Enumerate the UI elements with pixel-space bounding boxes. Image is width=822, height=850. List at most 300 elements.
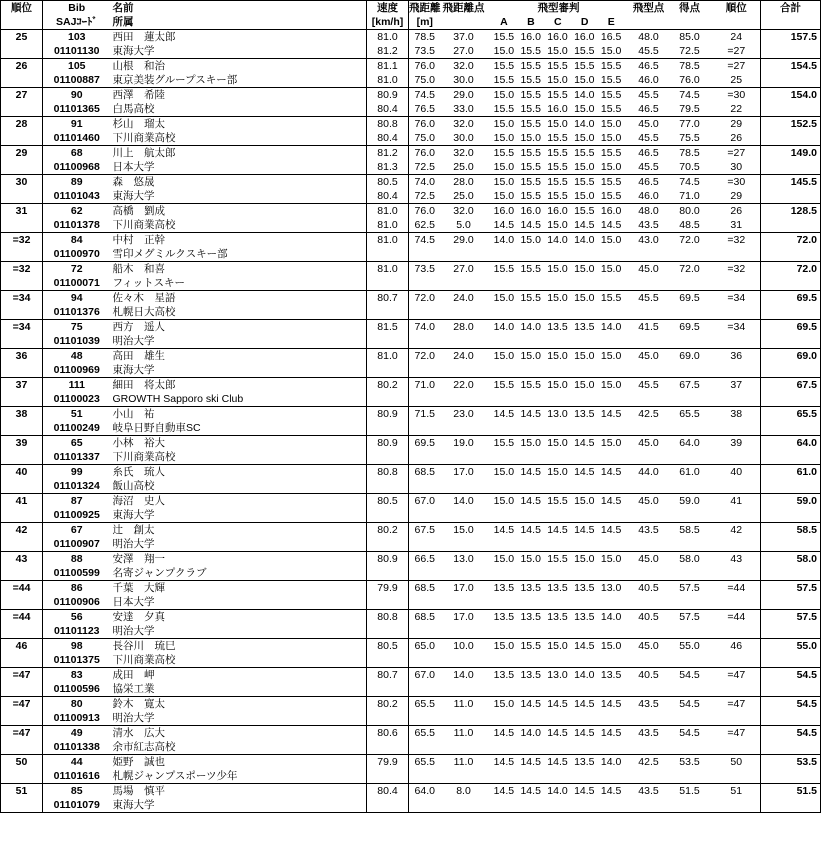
judge-score: 16.0	[520, 205, 541, 217]
speed-cell: 81.0	[367, 349, 409, 364]
judge-score: 15.0	[600, 45, 622, 57]
speed-cell: 81.2	[367, 44, 409, 59]
judge-score: 14.5	[600, 524, 622, 536]
round-rank-cell	[713, 769, 761, 784]
speed-cell	[367, 305, 409, 320]
athlete-row-second-line	[1, 189, 821, 204]
athlete-name: 中村 正幹	[111, 233, 367, 248]
speed-cell	[367, 740, 409, 755]
distance-cell: 65.5	[409, 726, 441, 741]
round-rank-cell	[713, 798, 761, 813]
rank-cell: =44	[1, 610, 43, 625]
saj-code-cell: 01101378	[43, 218, 111, 233]
distance-points-cell: 17.0	[441, 581, 487, 596]
saj-code-cell: 01100906	[43, 595, 111, 610]
saj-code-cell: 01100887	[43, 73, 111, 88]
judge-score: 15.5	[547, 176, 568, 188]
total-cell: 157.5	[761, 30, 821, 45]
score-cell	[667, 247, 713, 262]
judges-cell	[487, 769, 631, 784]
judge-score: 16.5	[600, 31, 622, 43]
athlete-row-second-line	[1, 740, 821, 755]
athlete-row	[1, 204, 821, 219]
round-rank-cell	[713, 450, 761, 465]
score-cell: 67.5	[667, 378, 713, 393]
saj-code-cell: 01101365	[43, 102, 111, 117]
distance-points-cell	[441, 276, 487, 291]
judge-score: 15.5	[547, 161, 568, 173]
athlete-team: 札幌ジャンプスポーツ少年	[111, 769, 367, 784]
judges-cell	[487, 610, 631, 625]
score-cell: 58.0	[667, 552, 713, 567]
athlete-name: 西澤 希陸	[111, 88, 367, 103]
speed-cell	[367, 363, 409, 378]
judges-cell	[487, 784, 631, 799]
judge-score: 14.0	[547, 234, 568, 246]
speed-cell: 80.9	[367, 436, 409, 451]
round-rank-cell	[713, 711, 761, 726]
athlete-name: 佐々木 星語	[111, 291, 367, 306]
speed-cell: 80.2	[367, 523, 409, 538]
judge-score: 15.0	[574, 190, 595, 202]
athlete-team: 日本大学	[111, 160, 367, 175]
rank-cell: 30	[1, 175, 43, 190]
judge-score: 15.0	[547, 437, 568, 449]
distance-points-cell: 23.0	[441, 407, 487, 422]
distance-cell: 62.5	[409, 218, 441, 233]
style-points-cell	[631, 276, 667, 291]
round-rank-cell: 38	[713, 407, 761, 422]
judge-score: 14.5	[520, 466, 541, 478]
distance-cell: 67.0	[409, 668, 441, 683]
score-cell	[667, 740, 713, 755]
speed-cell: 81.3	[367, 160, 409, 175]
athlete-row-second-line	[1, 421, 821, 436]
speed-cell: 81.0	[367, 30, 409, 45]
round-rank-cell: =47	[713, 697, 761, 712]
round-rank-cell: =47	[713, 726, 761, 741]
total-cell: 51.5	[761, 784, 821, 799]
score-cell	[667, 305, 713, 320]
athlete-name: 安澤 翔一	[111, 552, 367, 567]
total-cell: 69.5	[761, 291, 821, 306]
distance-cell	[409, 305, 441, 320]
judges-cell	[487, 624, 631, 639]
athlete-row-second-line	[1, 218, 821, 233]
style-points-cell	[631, 682, 667, 697]
judges-cell	[487, 378, 631, 393]
judge-score: 14.5	[574, 640, 595, 652]
distance-points-cell	[441, 305, 487, 320]
distance-cell: 67.5	[409, 523, 441, 538]
total-cell: 54.5	[761, 697, 821, 712]
judge-score: 14.5	[574, 727, 595, 739]
style-points-cell: 45.0	[631, 349, 667, 364]
judge-score: 15.5	[520, 263, 541, 275]
round-rank-cell: 22	[713, 102, 761, 117]
judge-score: 14.5	[493, 727, 515, 739]
speed-cell: 80.6	[367, 726, 409, 741]
round-rank-cell: 42	[713, 523, 761, 538]
judge-score: 15.0	[600, 553, 622, 565]
distance-cell	[409, 508, 441, 523]
judges-cell	[487, 160, 631, 175]
speed-cell: 80.9	[367, 88, 409, 103]
distance-points-cell	[441, 537, 487, 552]
score-cell: 69.0	[667, 349, 713, 364]
judge-score: 14.5	[600, 785, 622, 797]
bib-cell: 94	[43, 291, 111, 306]
athlete-team: 余市紅志高校	[111, 740, 367, 755]
athlete-name: 姫野 誠也	[111, 755, 367, 770]
judges-cell	[487, 102, 631, 117]
judge-score: 15.0	[600, 350, 622, 362]
distance-points-cell	[441, 798, 487, 813]
distance-points-cell: 11.0	[441, 726, 487, 741]
saj-code-cell: 01100023	[43, 392, 111, 407]
judge-score: 14.5	[600, 698, 622, 710]
distance-points-cell: 25.0	[441, 160, 487, 175]
athlete-row	[1, 30, 821, 45]
speed-cell: 81.1	[367, 59, 409, 74]
distance-cell: 71.5	[409, 407, 441, 422]
judge-score: 15.0	[574, 379, 595, 391]
athlete-name: 細田 将太郎	[111, 378, 367, 393]
athlete-team: 明治大学	[111, 537, 367, 552]
distance-points-cell: 13.0	[441, 552, 487, 567]
total-cell: 53.5	[761, 755, 821, 770]
score-cell: 61.0	[667, 465, 713, 480]
round-rank-cell: =34	[713, 291, 761, 306]
athlete-row-second-line	[1, 160, 821, 175]
speed-cell	[367, 421, 409, 436]
saj-code-cell: 01101337	[43, 450, 111, 465]
speed-cell	[367, 624, 409, 639]
athlete-row-second-line	[1, 131, 821, 146]
athlete-team: 雪印メグミルクスキー部	[111, 247, 367, 262]
athlete-name: 清水 広大	[111, 726, 367, 741]
judges-cell	[487, 697, 631, 712]
judges-cell	[487, 262, 631, 277]
judges-cell	[487, 479, 631, 494]
judge-score: 15.0	[493, 132, 515, 144]
judges-cell	[487, 131, 631, 146]
athlete-name: 杉山 瑠太	[111, 117, 367, 132]
style-points-cell	[631, 653, 667, 668]
judge-score: 15.5	[600, 147, 622, 159]
athlete-row-second-line	[1, 624, 821, 639]
affiliation-header: 所属	[111, 15, 367, 30]
judge-d-header: D	[580, 16, 589, 28]
distance-cell: 68.5	[409, 465, 441, 480]
athlete-row-second-line	[1, 711, 821, 726]
style-points-cell: 45.5	[631, 160, 667, 175]
judge-score: 15.0	[493, 466, 515, 478]
round-rank-cell: =30	[713, 88, 761, 103]
round-rank-cell	[713, 305, 761, 320]
judge-score: 15.5	[520, 60, 541, 72]
distance-points-cell: 29.0	[441, 233, 487, 248]
judge-score: 16.0	[547, 103, 568, 115]
score-cell: 64.0	[667, 436, 713, 451]
athlete-team: 東海大学	[111, 189, 367, 204]
score-cell: 59.0	[667, 494, 713, 509]
distance-cell: 72.5	[409, 160, 441, 175]
athlete-team: 東海大学	[111, 44, 367, 59]
round-rank-cell	[713, 740, 761, 755]
round-rank-cell	[713, 624, 761, 639]
style-points-cell: 43.5	[631, 523, 667, 538]
round-rank-cell: 50	[713, 755, 761, 770]
judge-score: 15.5	[493, 379, 515, 391]
style-points-cell	[631, 711, 667, 726]
judge-score: 13.5	[547, 611, 568, 623]
bib-cell: 84	[43, 233, 111, 248]
score-cell	[667, 682, 713, 697]
distance-cell	[409, 624, 441, 639]
judge-score: 13.5	[574, 582, 595, 594]
athlete-name: 糸氏 琉人	[111, 465, 367, 480]
judge-score: 15.0	[520, 350, 541, 362]
judge-score: 14.5	[574, 466, 595, 478]
distance-points-cell: 17.0	[441, 610, 487, 625]
bib-cell: 99	[43, 465, 111, 480]
saj-code-cell: 01101130	[43, 44, 111, 59]
distance-cell: 72.0	[409, 291, 441, 306]
bib-cell: 80	[43, 697, 111, 712]
judge-score: 15.0	[547, 379, 568, 391]
distance-cell: 72.5	[409, 189, 441, 204]
distance-points-cell: 22.0	[441, 378, 487, 393]
athlete-row-second-line	[1, 363, 821, 378]
speed-cell	[367, 479, 409, 494]
athlete-row-second-line	[1, 276, 821, 291]
speed-cell: 80.7	[367, 668, 409, 683]
score-header: 得点	[667, 1, 713, 16]
judge-score: 15.5	[547, 60, 568, 72]
saj-code-cell: 01101324	[43, 479, 111, 494]
style-points-cell	[631, 421, 667, 436]
judge-score: 15.5	[574, 45, 595, 57]
judge-score: 15.5	[574, 60, 595, 72]
distance-cell	[409, 392, 441, 407]
judge-score: 14.5	[600, 495, 622, 507]
judge-score: 15.5	[493, 437, 515, 449]
athlete-name: 西方 遥人	[111, 320, 367, 335]
distance-points-cell: 33.0	[441, 102, 487, 117]
judge-score: 15.5	[547, 89, 568, 101]
round-rank-cell	[713, 392, 761, 407]
round-rank-cell	[713, 247, 761, 262]
judge-score: 15.5	[493, 263, 515, 275]
distance-cell: 69.5	[409, 436, 441, 451]
saj-code-cell: 01100596	[43, 682, 111, 697]
judges-cell	[487, 276, 631, 291]
score-cell	[667, 363, 713, 378]
score-cell: 72.0	[667, 233, 713, 248]
bib-cell: 48	[43, 349, 111, 364]
total-cell: 54.5	[761, 726, 821, 741]
distance-cell: 74.5	[409, 88, 441, 103]
judge-score: 15.0	[520, 553, 541, 565]
style-points-cell: 48.0	[631, 30, 667, 45]
distance-cell	[409, 711, 441, 726]
round-rank-cell: 30	[713, 160, 761, 175]
style-points-cell: 46.5	[631, 59, 667, 74]
judge-score: 15.0	[547, 292, 568, 304]
round-rank-cell: 40	[713, 465, 761, 480]
judges-cell	[487, 508, 631, 523]
judge-score: 13.5	[493, 669, 515, 681]
distance-points-cell	[441, 624, 487, 639]
judge-score: 14.0	[520, 727, 541, 739]
saj-code-header: SAJｺｰﾄﾞ	[43, 15, 111, 30]
athlete-team: 岐阜日野自動車SC	[111, 421, 367, 436]
distance-cell	[409, 479, 441, 494]
athlete-name: 森 悠晟	[111, 175, 367, 190]
judge-score: 15.0	[493, 350, 515, 362]
saj-code-cell: 01101039	[43, 334, 111, 349]
saj-code-cell: 01101123	[43, 624, 111, 639]
distance-cell: 65.5	[409, 755, 441, 770]
judge-score: 15.0	[600, 161, 622, 173]
distance-cell	[409, 537, 441, 552]
judge-score: 15.0	[574, 292, 595, 304]
score-cell	[667, 334, 713, 349]
bib-cell: 68	[43, 146, 111, 161]
saj-code-cell: 01101376	[43, 305, 111, 320]
judges-cell	[487, 450, 631, 465]
bib-cell: 98	[43, 639, 111, 654]
athlete-row-second-line	[1, 102, 821, 117]
judge-score: 15.0	[600, 379, 622, 391]
style-points-cell	[631, 247, 667, 262]
judge-score: 15.0	[574, 263, 595, 275]
judge-score: 15.5	[493, 147, 515, 159]
athlete-team: 明治大学	[111, 624, 367, 639]
judge-score: 14.0	[600, 321, 622, 333]
distance-points-cell: 11.0	[441, 755, 487, 770]
style-points-cell: 43.5	[631, 784, 667, 799]
athlete-name: 辻 創太	[111, 523, 367, 538]
judges-cell	[487, 755, 631, 770]
judge-score: 15.0	[493, 495, 515, 507]
saj-code-cell: 01100599	[43, 566, 111, 581]
judge-c-header: C	[553, 16, 562, 28]
judges-cell	[487, 523, 631, 538]
round-rank-cell: =34	[713, 320, 761, 335]
judge-score: 15.0	[547, 466, 568, 478]
round-rank-cell	[713, 421, 761, 436]
score-cell: 58.5	[667, 523, 713, 538]
athlete-row-second-line	[1, 450, 821, 465]
speed-cell: 80.4	[367, 131, 409, 146]
judges-cell	[487, 247, 631, 262]
speed-cell	[367, 798, 409, 813]
speed-cell: 81.0	[367, 73, 409, 88]
judge-score: 15.5	[547, 147, 568, 159]
rank-cell: =47	[1, 697, 43, 712]
judge-score: 14.5	[547, 727, 568, 739]
judge-score: 15.0	[493, 45, 515, 57]
style-points-cell	[631, 334, 667, 349]
round-rank-cell: 31	[713, 218, 761, 233]
speed-cell	[367, 450, 409, 465]
round-rank-cell: =44	[713, 581, 761, 596]
judges-cell	[487, 552, 631, 567]
judge-score: 14.5	[574, 698, 595, 710]
judge-score: 15.5	[547, 553, 568, 565]
athlete-row	[1, 523, 821, 538]
distance-points-header: 飛距離点	[442, 2, 485, 14]
name-header: 名前	[111, 1, 367, 16]
athlete-row	[1, 59, 821, 74]
rank-cell: 50	[1, 755, 43, 770]
judge-score: 14.0	[574, 669, 595, 681]
style-points-cell: 40.5	[631, 581, 667, 596]
score-cell: 55.0	[667, 639, 713, 654]
distance-cell: 68.5	[409, 610, 441, 625]
score-cell	[667, 711, 713, 726]
judge-score: 15.5	[547, 190, 568, 202]
athlete-row-second-line	[1, 508, 821, 523]
round-rank-cell	[713, 508, 761, 523]
judge-score: 14.5	[493, 785, 515, 797]
judge-score: 14.5	[574, 437, 595, 449]
speed-cell: 81.0	[367, 262, 409, 277]
distance-cell	[409, 276, 441, 291]
athlete-name: 鈴木 寛太	[111, 697, 367, 712]
distance-cell: 74.5	[409, 233, 441, 248]
speed-cell: 80.8	[367, 465, 409, 480]
athlete-team: 下川商業高校	[111, 131, 367, 146]
judges-cell	[487, 233, 631, 248]
distance-cell	[409, 421, 441, 436]
speed-cell: 79.9	[367, 755, 409, 770]
judge-score: 15.5	[574, 176, 595, 188]
round-rank-cell: =27	[713, 44, 761, 59]
style-points-cell: 43.5	[631, 726, 667, 741]
judges-cell	[487, 117, 631, 132]
judge-score: 13.5	[520, 582, 541, 594]
speed-cell	[367, 566, 409, 581]
round-rank-header: 順位	[713, 1, 761, 16]
athlete-team: GROWTH Sapporo ski Club	[111, 392, 367, 407]
distance-points-cell: 8.0	[441, 784, 487, 799]
bib-cell: 86	[43, 581, 111, 596]
distance-points-cell: 27.0	[441, 44, 487, 59]
judge-score: 15.5	[600, 190, 622, 202]
distance-points-cell	[441, 566, 487, 581]
judge-score: 15.5	[547, 495, 568, 507]
style-points-cell: 46.0	[631, 73, 667, 88]
athlete-team: 東海大学	[111, 508, 367, 523]
table-body	[1, 30, 821, 813]
round-rank-cell: 41	[713, 494, 761, 509]
athlete-row	[1, 88, 821, 103]
speed-cell: 81.0	[367, 233, 409, 248]
bib-cell: 65	[43, 436, 111, 451]
distance-points-cell: 10.0	[441, 639, 487, 654]
score-cell: 70.5	[667, 160, 713, 175]
score-cell: 57.5	[667, 581, 713, 596]
judges-cell	[487, 595, 631, 610]
judges-cell	[487, 291, 631, 306]
judge-score: 14.5	[520, 698, 541, 710]
judge-score: 15.0	[493, 640, 515, 652]
judges-cell	[487, 218, 631, 233]
total-cell: 152.5	[761, 117, 821, 132]
